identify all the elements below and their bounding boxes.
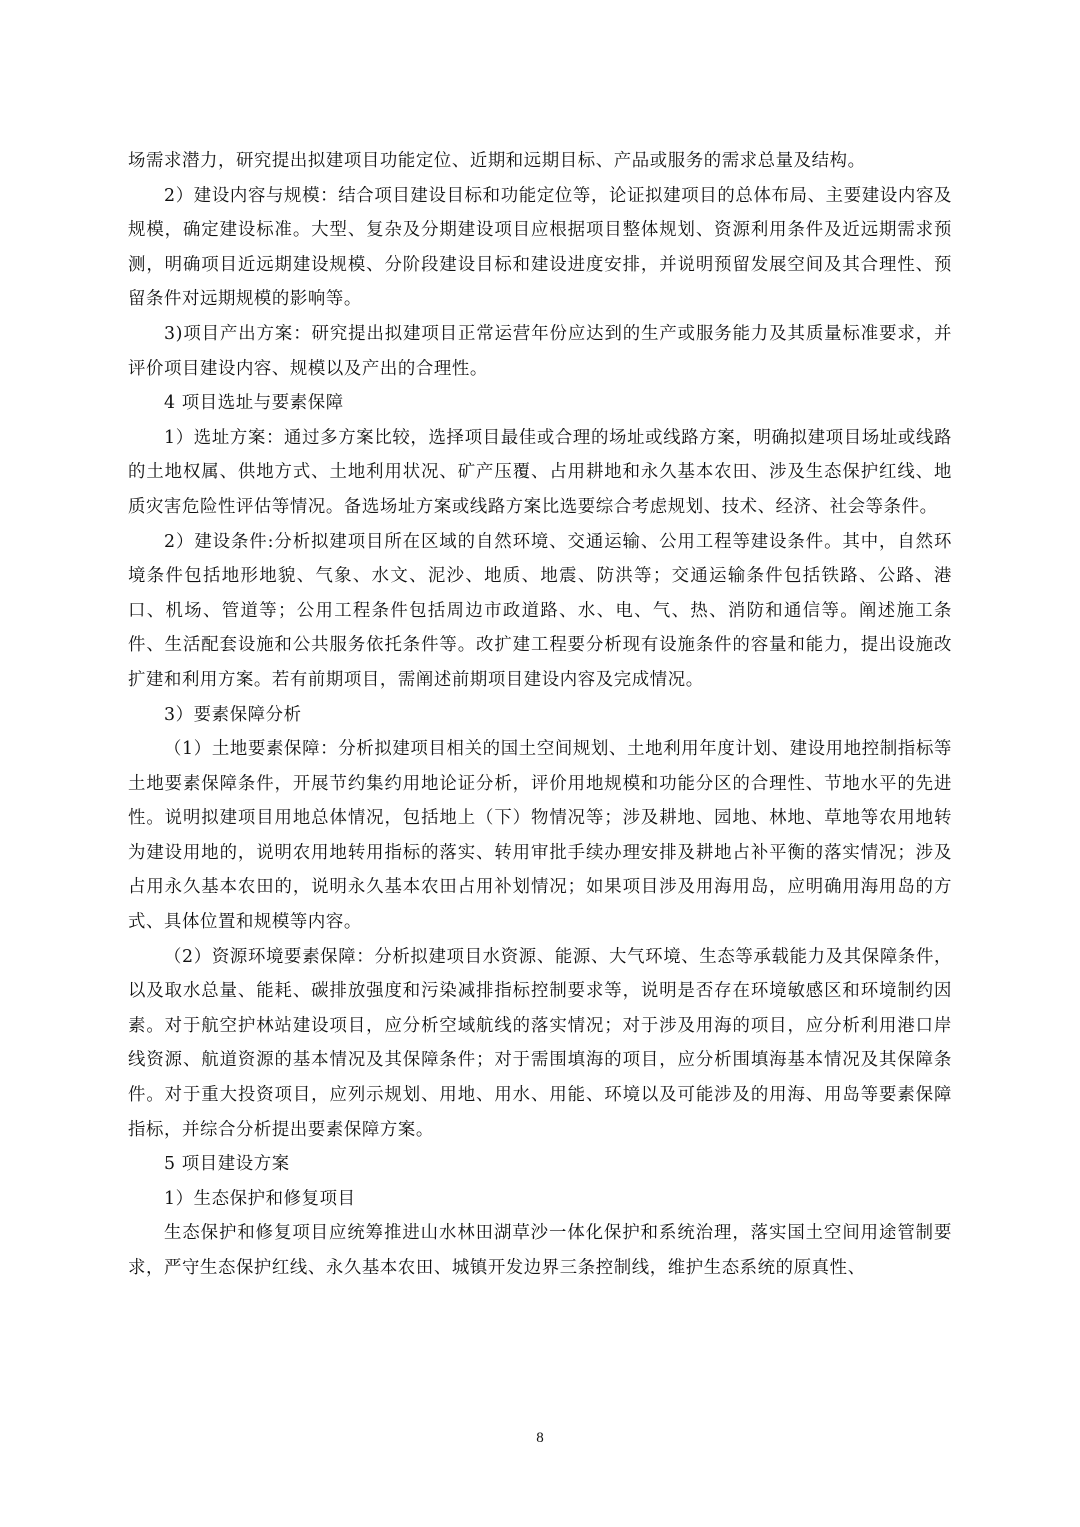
paragraph-ecological-projects: 生态保护和修复项目应统筹推进山水林田湖草沙一体化保护和系统治理，落实国土空间用途管制要求，严守生态保护红线、永久基本农田、城镇开发边界三条控制线，维护生态系统的原真性、: [128, 1223, 952, 1278]
paragraph-land-factor: （1）土地要素保障：分析拟建项目相关的国土空间规划、土地利用年度计划、建设用地控制指标等土地要素保障条件，开展节约集约用地论证分析，评价用地规模和功能分区的合理性、节地水平的先进性。说明拟建项目用地总体情况，包括地上（下）物情况等；涉及耕地、园地、林地、草地等农用地转为建设用地的，说明农用地转用指标的落实、转用审批手续办理安排及耕地占补平衡的落实情况；涉及占用永久基本农田的，说明永久基本农田占用补划情况；如果项目涉及用海用岛，应明确用海用岛的方式、具体位置和规模等内容。: [128, 739, 952, 933]
heading-site-selection: 4 项目选址与要素保障: [164, 393, 344, 414]
heading-construction-plan: 5 项目建设方案: [164, 1154, 290, 1175]
paragraph-resource-factor: （2）资源环境要素保障：分析拟建项目水资源、能源、大气环境、生态等承载能力及其保障条件，以及取水总量、能耗、碳排放强度和污染减排指标控制要求等，说明是否存在环境敏感区和环境制约因素。对于航空护林站建设项目，应分析空域航线的落实情况；对于涉及用海的项目，应分析利用港口岸线资源、航道资源的基本情况及其保障条件；对于需围填海的项目，应分析围填海基本情况及其保障条件。对于重大投资项目，应列示规划、用地、用水、用能、环境以及可能涉及的用海、用岛等要素保障指标，并综合分析提出要素保障方案。: [128, 946, 952, 1140]
page-number: 8: [536, 1430, 544, 1446]
paragraph-output-plan: 3)项目产出方案：研究提出拟建项目正常运营年份应达到的生产或服务能力及其质量标准要求，并评价项目建设内容、规模以及产出的合理性。: [128, 323, 952, 379]
heading-ecological-projects: 1）生态保护和修复项目: [164, 1188, 356, 1209]
paragraph-continuation: 场需求潜力，研究提出拟建项目功能定位、近期和远期目标、产品或服务的需求总量及结构。: [128, 151, 866, 171]
paragraph-construction-conditions: 2）建设条件:分析拟建项目所在区域的自然环境、交通运输、公用工程等建设条件。其中，自然环境条件包括地形地貌、气象、水文、泥沙、地质、地震、防洪等；交通运输条件包括铁路、公路、港口、机场、管道等；公用工程条件包括周边市政道路、水、电、气、热、消防和通信等。阐述施工条件、生活配套设施和公共服务依托条件等。改扩建工程要分析现有设施条件的容量和能力，提出设施改扩建和利用方案。若有前期项目，需阐述前期项目建设内容及完成情况。: [128, 531, 952, 690]
document-body: [128, 144, 952, 1286]
heading-factor-analysis: 3）要素保障分析: [164, 704, 302, 725]
paragraph-site-plan: 1）选址方案：通过多方案比较，选择项目最佳或合理的场址或线路方案，明确拟建项目场址或线路的土地权属、供地方式、土地利用状况、矿产压覆、占用耕地和永久基本农田、涉及生态保护红线、地质灾害危险性评估等情况。备选场址方案或线路方案比选要综合考虑规划、技术、经济、社会等条件。: [128, 427, 952, 517]
paragraph-construction-scale: 2）建设内容与规模：结合项目建设目标和功能定位等，论证拟建项目的总体布局、主要建设内容及规模，确定建设标准。大型、复杂及分期建设项目应根据项目整体规划、资源利用条件及近远期需求预测，明确项目近远期建设规模、分阶段建设目标和建设进度安排，并说明预留发展空间及其合理性、预留条件对远期规模的影响等。: [128, 185, 952, 310]
